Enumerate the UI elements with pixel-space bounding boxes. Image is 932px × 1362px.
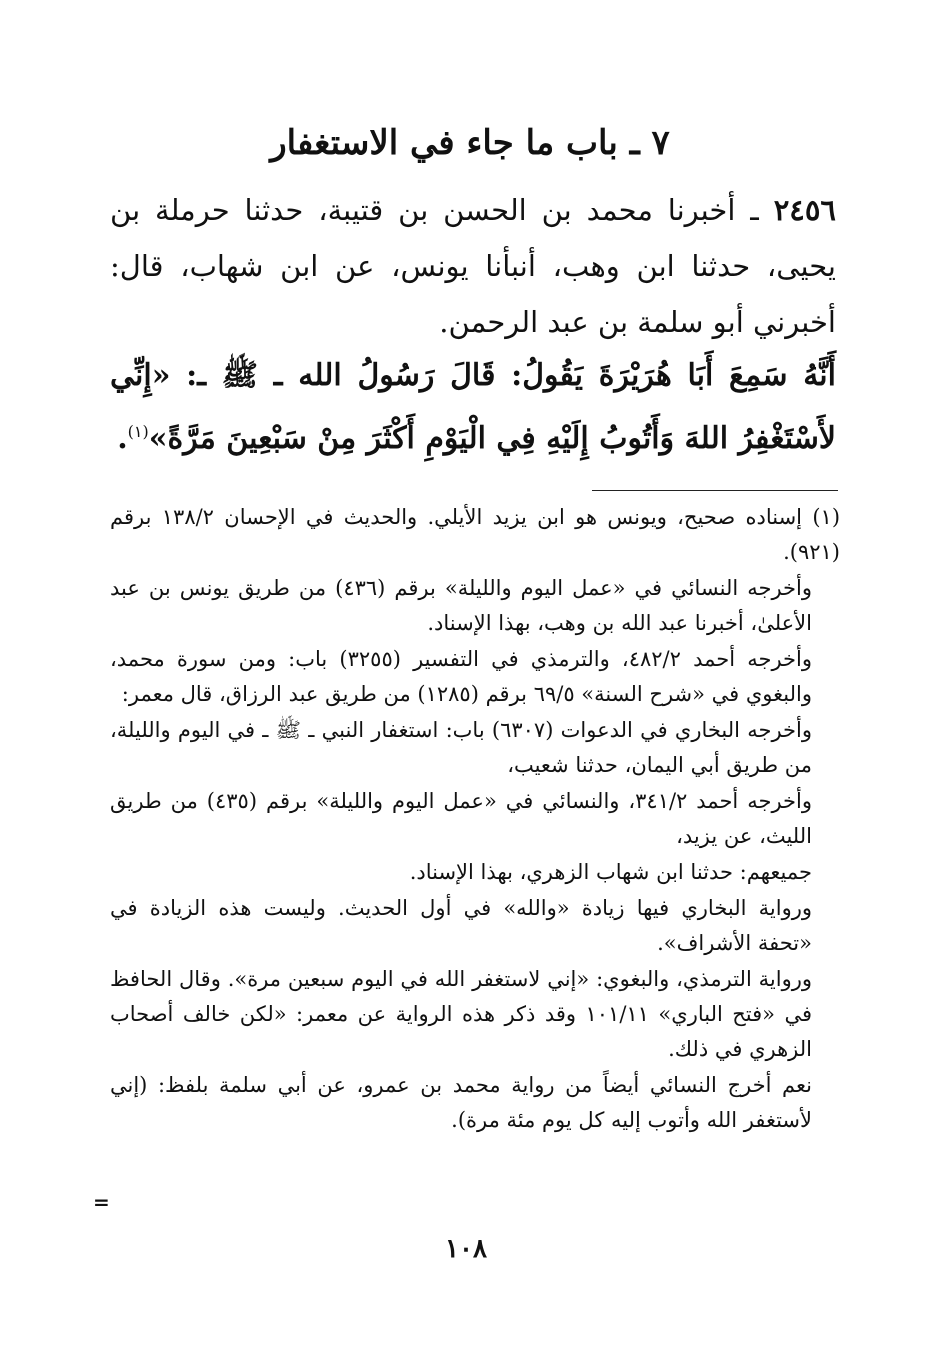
- footnote-4: وأخرجه البخاري في الدعوات (٦٣٠٧) باب: استغفار النبي ـ ﷺ ـ في اليوم والليلة، من طريق أبي اليمان، حدثنا شعيب،: [110, 718, 812, 777]
- hadith-matn-block: [110, 348, 836, 467]
- footnote-reference: (١): [127, 422, 149, 441]
- continuation-mark: =: [93, 1190, 110, 1214]
- footnote-separator: [592, 490, 838, 491]
- hadith-isnad-paragraph: [110, 182, 836, 350]
- chapter-title: ٧ ـ باب ما جاء في الاستغفار: [270, 123, 670, 163]
- footnote-8: ورواية الترمذي، والبغوي: «إني لاستغفر الله في اليوم سبعين مرة». وقال الحافظ في «فتح الباري» ١٠١/١١ وقد ذكر هذه الرواية عن معمر: «لكن خالف أصحاب الزهري في ذلك.: [110, 967, 812, 1061]
- hadith-matn: أَنَّهُ سَمِعَ أَبَا هُرَيْرَةَ يَقُولُ: قَالَ رَسُولُ الله ـ ﷺ ـ: «إِنِّي لأَسْتَغْفِرُ اللهَ وَأَتُوبُ إِلَيْهِ فِي الْيَوْمِ أَكْثَرَ مِنْ سَبْعِينَ مَرَّةً»: [110, 358, 836, 456]
- footnote-1: (١) إسناده صحيح، ويونس هو ابن يزيد الأيلي. والحديث في الإحسان ١٣٨/٢ برقم (٩٢١).: [110, 505, 841, 564]
- footnote-6: جميعهم: حدثنا ابن شهاب الزهري، بهذا الإسناد.: [409, 860, 812, 884]
- hadith-number: ٢٤٥٦: [773, 193, 836, 227]
- hadith-isnad-block: [110, 182, 836, 350]
- footnote-5: وأخرجه أحمد ٣٤١/٢، والنسائي في «عمل اليوم والليلة» برقم (٤٣٥) من طريق الليث، عن يزيد،: [110, 789, 812, 848]
- footnote-3: وأخرجه أحمد ٤٨٢/٢، والترمذي في التفسير (٣٢٥٥) باب: ومن سورة محمد، والبغوي في «شرح السنة» ٦٩/٥ برقم (١٢٨٥) من طريق عبد الرزاق، قال معمر:: [110, 647, 812, 706]
- page-number: ١٠٨: [445, 1234, 487, 1264]
- footnote-2: وأخرجه النسائي في «عمل اليوم والليلة» برقم (٤٣٦) من طريق يونس بن عبد الأعلىٰ، أخبرنا عبد الله بن وهب، بهذا الإسناد.: [110, 576, 812, 635]
- footnote-7: ورواية البخاري فيها زيادة «والله» في أول الحديث. وليست هذه الزيادة في «تحفة الأشراف».: [110, 896, 812, 955]
- hadith-matn-paragraph: [110, 348, 836, 467]
- footnotes: [110, 500, 840, 1139]
- hadith-matn-end: .: [117, 421, 128, 456]
- footnote-9: نعم أخرج النسائي أيضاً من رواية محمد بن عمرو، عن أبي سلمة بلفظ: (إني لأستغفر الله وأتوب إليه كل يوم مئة مرة).: [110, 1073, 812, 1132]
- hadith-isnad: ـ أخبرنا محمد بن الحسن بن قتيبة، حدثنا حرملة بن يحيى، حدثنا ابن وهب، أنبأنا يونس، عن ابن شهاب، قال: أخبرني أبو سلمة بن عبد الرحمن.: [110, 193, 836, 339]
